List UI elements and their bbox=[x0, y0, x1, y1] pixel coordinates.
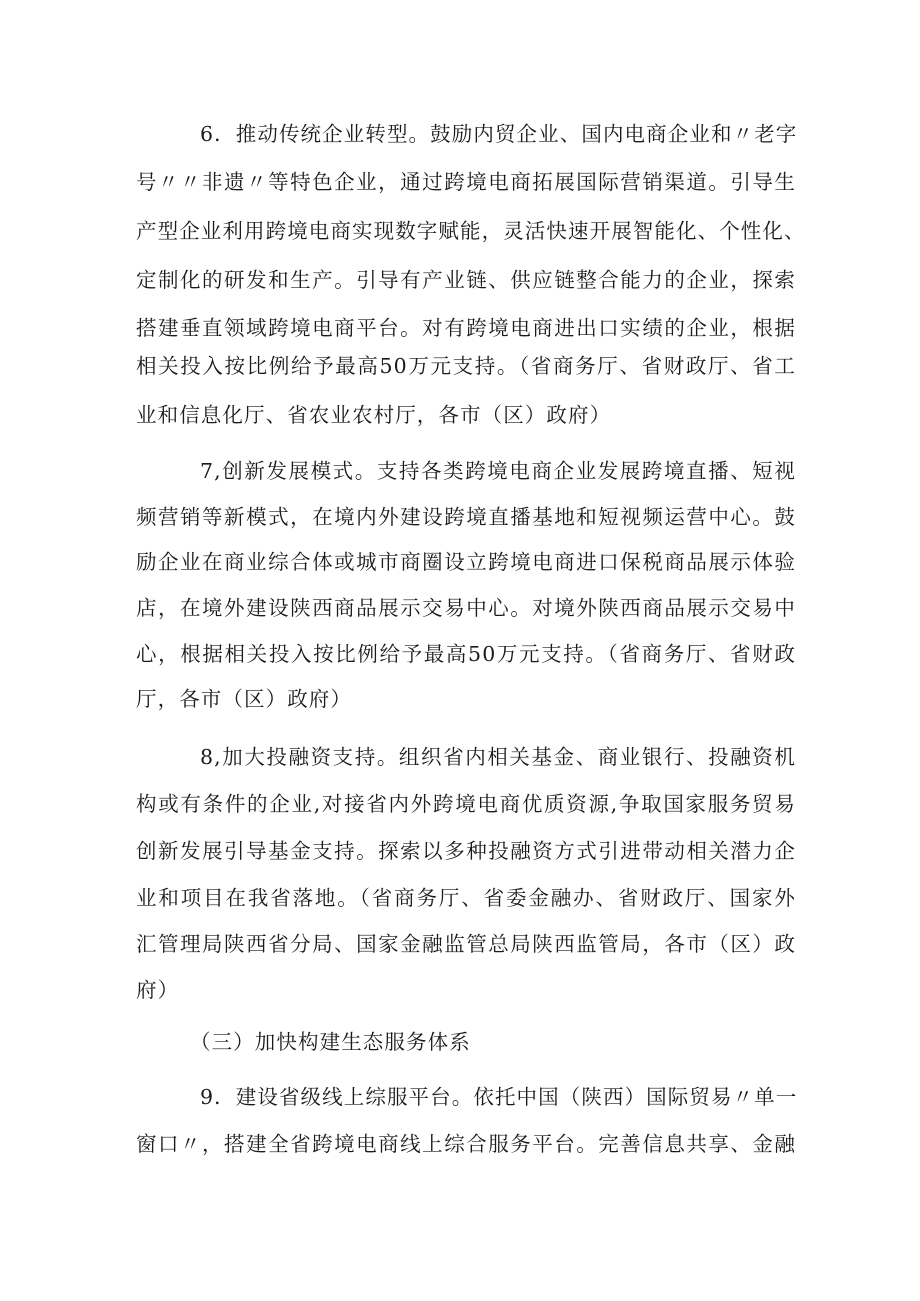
paragraph-line: 汇管理局陕西省分局、国家金融监管总局陕西监管局，各市（区）政 bbox=[136, 932, 796, 956]
paragraph-line: 业和信息化厅、省农业农村厅，各市（区）政府） bbox=[136, 403, 612, 427]
paragraph-line: 厅，各市（区）政府） bbox=[136, 687, 352, 711]
paragraph-line: 7,创新发展模式。支持各类跨境电商企业发展跨境直播、短视 bbox=[200, 459, 796, 483]
paragraph-line: 相关投入按比例给予最高50万元支持。（省商务厅、省财政厅、省工 bbox=[136, 354, 796, 378]
section-heading: （三）加快构建生态服务体系 bbox=[190, 1030, 471, 1054]
paragraph-line: 9．建设省级线上综服平台。依托中国（陕西）国际贸易〃单一 bbox=[200, 1085, 798, 1109]
paragraph-line: 搭建垂直领域跨境电商平台。对有跨境电商进出口实绩的企业，根据 bbox=[136, 316, 796, 340]
paragraph-line: 业和项目在我省落地。（省商务厅、省委金融办、省财政厅、国家外 bbox=[136, 886, 796, 910]
paragraph-line: 产型企业利用跨境电商实现数字赋能，灵活快速开展智能化、个性化、 bbox=[136, 219, 806, 243]
paragraph-line: 频营销等新模式，在境内外建设跨境直播基地和短视频运营中心。鼓 bbox=[136, 505, 796, 529]
paragraph-line: 窗口〃，搭建全省跨境电商线上综合服务平台。完善信息共享、金融 bbox=[136, 1132, 796, 1156]
paragraph-line: 6．推动传统企业转型。鼓励内贸企业、国内电商企业和〃老字 bbox=[200, 122, 798, 146]
paragraph-line: 定制化的研发和生产。引导有产业链、供应链整合能力的企业，探索 bbox=[136, 268, 796, 292]
paragraph-line: 创新发展引导基金支持。探索以多种投融资方式引进带动相关潜力企 bbox=[136, 839, 796, 863]
paragraph-line: 心，根据相关投入按比例给予最高50万元支持。（省商务厅、省财政 bbox=[136, 642, 796, 666]
paragraph-line: 8,加大投融资支持。组织省内相关基金、商业银行、投融资机 bbox=[200, 745, 796, 769]
paragraph-line: 构或有条件的企业,对接省内外跨境电商优质资源,争取国家服务贸易 bbox=[136, 792, 796, 816]
paragraph-line: 店，在境外建设陕西商品展示交易中心。对境外陕西商品展示交易中 bbox=[136, 596, 796, 620]
paragraph-line: 励企业在商业综合体或城市商圈设立跨境电商进口保税商品展示体验 bbox=[136, 550, 796, 574]
paragraph-line: 府） bbox=[136, 978, 180, 1002]
paragraph-line: 号〃〃非遗〃等特色企业，通过跨境电商拓展国际营销渠道。引导生 bbox=[136, 170, 796, 194]
